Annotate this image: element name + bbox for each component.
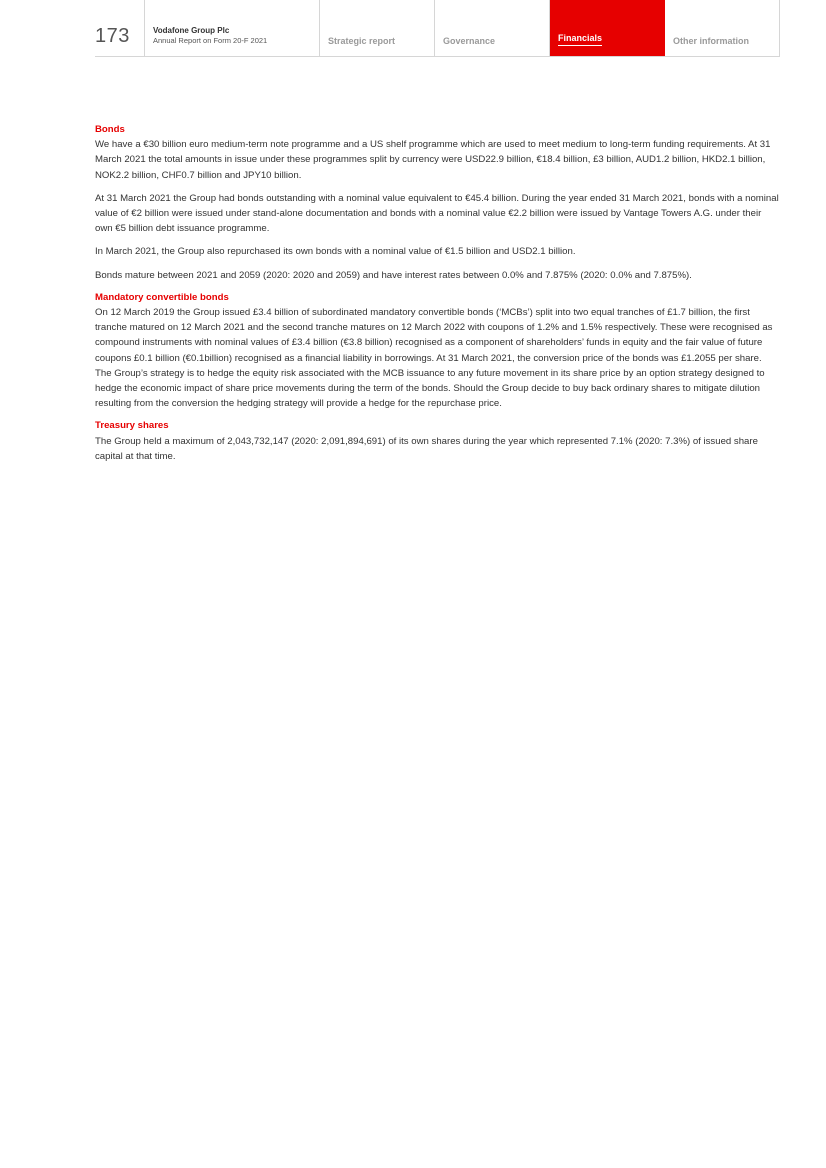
tab-label: Governance: [443, 36, 496, 46]
section-title: Bonds: [95, 124, 125, 135]
tab-other-information[interactable]: [665, 0, 780, 56]
paragraph: Bonds mature between 2021 and 2059 (2020: 2020 and 2059) and have interest rates between 0.0% and 7.875% (2020: 0.0% and 7.875%).: [95, 269, 692, 281]
section-mandatory-convertible-bonds: [95, 290, 780, 412]
tab-label: Strategic report: [328, 36, 396, 46]
page-number: 173: [95, 0, 145, 56]
company-name: Vodafone Group Plc: [153, 26, 230, 35]
page-header: [95, 0, 780, 57]
tab-label: Financials: [558, 33, 602, 46]
section-treasury-shares: [95, 418, 780, 464]
main-content: [95, 122, 780, 472]
paragraph: In March 2021, the Group also repurchased its own bonds with a nominal value of €1.5 billion and USD2.1 billion.: [95, 246, 576, 258]
paragraph: The Group held a maximum of 2,043,732,147 (2020: 2,091,894,691) of its own shares during the year which represented 7.1% (2020: 7.3%) of issued share capital at that time.: [95, 435, 758, 462]
tab-label: Other information: [673, 36, 749, 46]
company-block: [145, 0, 320, 56]
paragraph: We have a €30 billion euro medium-term note programme and a US shelf programme which are used to meet medium to long-term funding requirements. At 31 March 2021 the total amounts in issue under these programmes split by currency were USD22.9 billion, €18.4 billion, £3 billion, AUD1.2 billion, HKD2.1 billion, NOK2.2 billion, CHF0.7 billion and JPY10 billion.: [95, 139, 771, 181]
paragraph: On 12 March 2019 the Group issued £3.4 billion of subordinated mandatory convertible bonds (‘MCBs’) split into two equal tranches of £1.7 billion, the first tranche matured on 12 March 2021 and the second tranche matures on 12 March 2022 with coupons of 1.2% and 1.5% respectively. These were recognised as compound instruments with nominal values of £3.4 billion (€3.8 billion) recognised as a component of shareholders’ funds in equity and the fair value of future coupons £0.1 billion (€0.1billion) recognised as a financial liability in borrowings. At 31 March 2021, the conversion price of the bonds was £1.2055 per share. The Group’s strategy is to hedge the equity risk associated with the MCB issuance to any future movement in its share price by an option strategy designed to hedge the economic impact of share price movements during the term of the bonds. Should the Group decide to buy back ordinary shares to mitigate dilution resulting from the conversion the hedging strategy will provide a hedge for the repurchase price.: [95, 307, 773, 410]
section-title: Mandatory convertible bonds: [95, 291, 229, 303]
company-subtitle: Annual Report on Form 20-F 2021: [153, 36, 268, 45]
section-title: Treasury shares: [95, 420, 169, 432]
section-bonds: [95, 122, 780, 283]
paragraph: At 31 March 2021 the Group had bonds outstanding with a nominal value equivalent to €45.4 billion. During the year ended 31 March 2021, bonds with a nominal value of €2 billion were issued under stand-alone documentation and bonds with a nominal value €2.2 billion were issued by Vantage Towers A.G. under their own €5 billion debt issuance programme.: [95, 192, 779, 235]
tab-governance[interactable]: [435, 0, 550, 56]
tab-strategic-report[interactable]: [320, 0, 435, 56]
tab-financials[interactable]: [550, 0, 665, 56]
